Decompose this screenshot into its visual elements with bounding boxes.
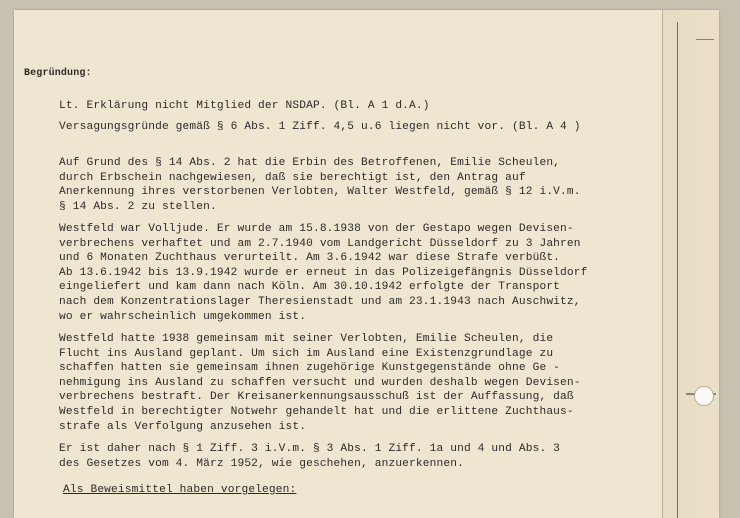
corner-mark: [696, 39, 714, 40]
document-page: [14, 10, 719, 518]
text-line: Westfeld war Volljude. Er wurde am 15.8.1938 von der Gestapo wegen Devisen-: [59, 223, 574, 235]
text-line: nach dem Konzentrationslager Theresienstadt und am 23.1.1943 nach Auschwitz,: [59, 296, 581, 308]
text-line: strafe als Verfolgung anzusehen ist.: [59, 420, 307, 433]
text-line: wo er wahrscheinlich umgekommen ist.: [59, 310, 307, 323]
section-heading: Begründung:: [24, 68, 92, 79]
evidence-heading: Als Beweismittel haben vorgelegen:: [63, 484, 297, 496]
text-line: verbrechens bestraft. Der Kreisanerkennungsausschuß ist der Auffassung, daß: [59, 391, 574, 404]
text-line: und 6 Monaten Zuchthaus verurteilt. Am 3.6.1942 war diese Strafe verbüßt.: [59, 252, 561, 265]
text-line: schaffen hatten sie gemeinsam ihnen zugehörige Kunstgegenstände ohne Ge -: [59, 362, 561, 375]
text-line: Flucht ins Ausland geplant. Um sich im Ausland eine Existenzgrundlage zu: [59, 347, 554, 360]
text-line: Westfeld hatte 1938 gemeinsam mit seiner Verlobten, Emilie Scheulen, die: [59, 333, 554, 345]
text-line: Versagungsgründe gemäß § 6 Abs. 1 Ziff. 4,5 u.6 liegen nicht vor. (Bl. A 4 ): [59, 121, 581, 133]
paper-edge-strip: [662, 10, 719, 518]
text-line: des Gesetzes vom 4. März 1952, wie geschehen, anzuerkennen.: [59, 457, 464, 470]
text-line: Ab 13.6.1942 bis 13.9.1942 wurde er erneut in das Polizeigefängnis Düsseldorf: [59, 266, 588, 279]
text-line: Westfeld in berechtigter Notwehr gehandelt hat und die erlittene Zuchthaus-: [59, 406, 574, 418]
text-line: verbrechens verhaftet und am 2.7.1940 vom Landgericht Düsseldorf zu 3 Jahren: [59, 237, 581, 250]
margin-line: [677, 22, 678, 518]
text-line: durch Erbschein nachgewiesen, daß sie berechtigt ist, den Antrag auf: [59, 171, 526, 184]
text-line: nehmigung ins Ausland zu schaffen versucht und wurden deshalb wegen Devisen-: [59, 376, 581, 389]
text-line: Anerkennung ihres verstorbenen Verlobten, Walter Westfeld, gemäß § 12 i.V.m.: [59, 186, 581, 199]
text-line: Auf Grund des § 14 Abs. 2 hat die Erbin des Betroffenen, Emilie Scheulen,: [59, 157, 561, 169]
text-line: eingeliefert und kam dann nach Köln. Am 30.10.1942 erfolgte der Transport: [59, 281, 561, 294]
text-line: Lt. Erklärung nicht Mitglied der NSDAP. (Bl. A 1 d.A.): [59, 100, 430, 112]
text-line: § 14 Abs. 2 zu stellen.: [59, 200, 217, 213]
text-line: Er ist daher nach § 1 Ziff. 3 i.V.m. § 3 Abs. 1 Ziff. 1a und 4 und Abs. 3: [59, 443, 561, 455]
punch-hole: [694, 386, 714, 406]
